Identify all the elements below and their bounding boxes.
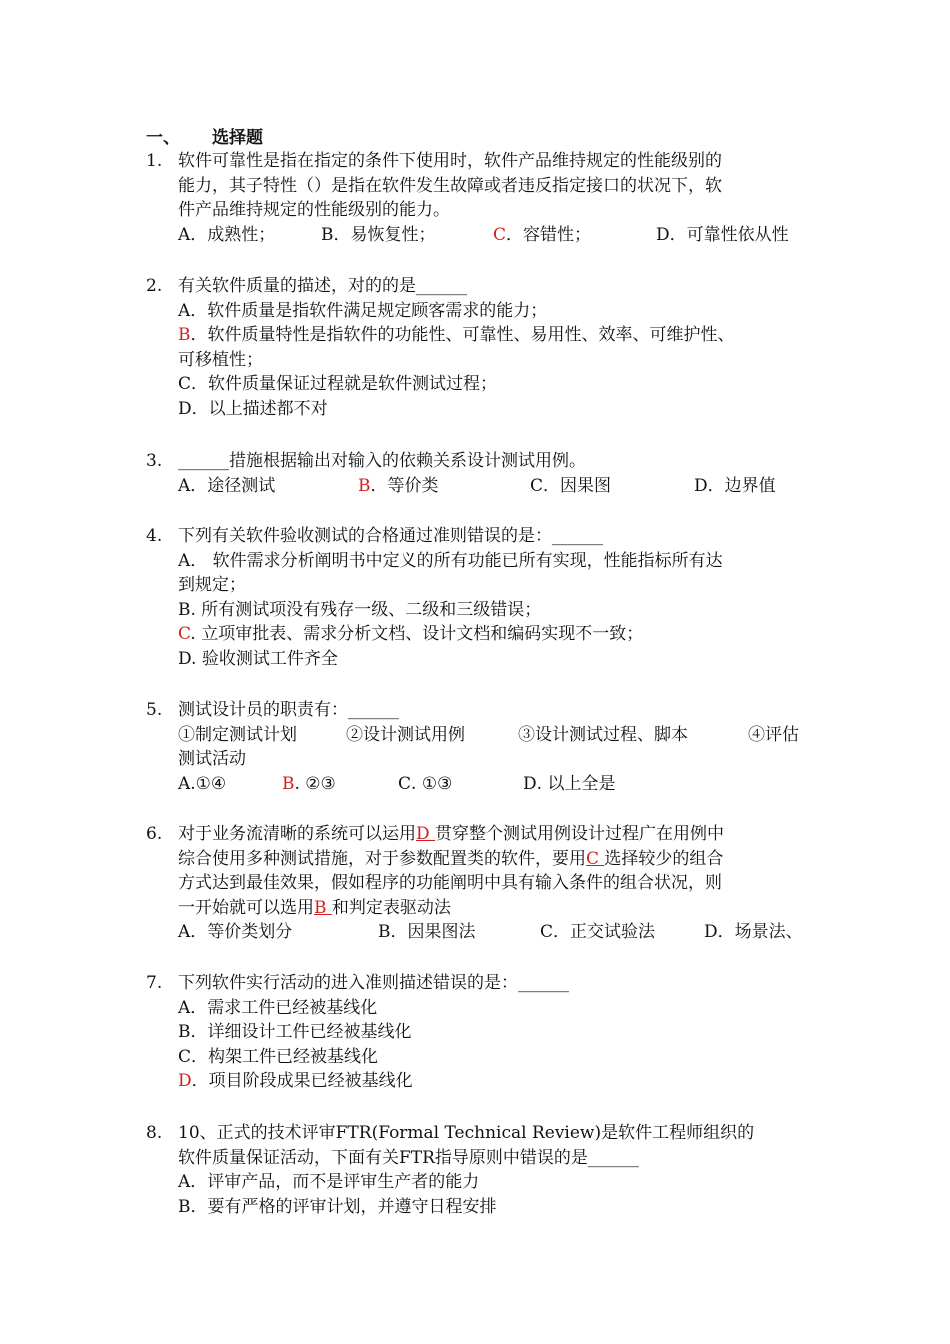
question-number: 8. [146, 1123, 163, 1143]
option-b: B．易恢复性； [321, 224, 436, 245]
options-row [178, 474, 810, 499]
question-stem-line: ______措施根据输出对输入的依赖关系设计测试用例。 [178, 451, 586, 471]
option-a: A．等价类划分 [178, 922, 293, 942]
option-a: A.①④ [178, 773, 227, 794]
question-number: 3. [146, 451, 163, 471]
question-5 [146, 698, 810, 796]
option-c: C．容错性； [493, 224, 592, 245]
question-stem-line: 能力，其子特性（）是指在软件发生故障或者违反指定接口的状况下，软 [178, 175, 722, 196]
question-stem-line: 件产品维持规定的性能级别的能力。 [178, 200, 450, 220]
question-stem-line: 软件可靠性是指在指定的条件下使用时，软件产品维持规定的性能级别的 [178, 151, 722, 171]
question-stem-line: 下列软件实行活动的进入准则描述错误的是：______ [178, 973, 569, 993]
question-stem-line: 有关软件质量的描述，对的的是______ [178, 276, 467, 296]
answer-blank: B [314, 897, 332, 918]
option-c: C．因果图 [530, 475, 612, 496]
option-c: C．正交试验法 [540, 922, 656, 942]
duty-item: ①制定测试计划 [178, 724, 297, 745]
question-number: 7. [146, 973, 163, 993]
question-stem-line: 下列有关软件验收测试的合格通过准则错误的是：______ [178, 526, 603, 546]
option-b-continued: 可移植性； [178, 349, 263, 370]
duty-items-row [178, 723, 810, 748]
option-a: A．需求工件已经被基线化 [178, 997, 378, 1018]
option-d: D．以上描述都不对 [178, 398, 328, 419]
section-title-text: 选择题 [212, 128, 263, 148]
question-1 [146, 149, 810, 247]
question-number: 1. [146, 151, 163, 171]
duty-item: ②设计测试用例 [346, 724, 465, 745]
question-stem-line: 对于业务流清晰的系统可以运用D 贯穿整个测试用例设计过程广在用例中 [178, 824, 725, 844]
options-row [178, 772, 810, 797]
question-6 [146, 822, 810, 945]
option-b: B. 所有测试项没有残存一级、二级和三级错误； [178, 599, 542, 620]
option-b: B．等价类 [358, 475, 439, 496]
option-a: A．评审产品，而不是评审生产者的能力 [178, 1172, 480, 1192]
question-7 [146, 971, 810, 1094]
question-stem-line: 10、正式的技术评审FTR(Formal Technical Review)是软件工程师组织的 [178, 1123, 755, 1143]
options-row [178, 920, 810, 945]
option-d: D. 以上全是 [523, 773, 616, 794]
question-4 [146, 524, 810, 671]
question-stem-line: 测试设计员的职责有：______ [178, 700, 399, 720]
option-d: D．边界值 [694, 475, 776, 496]
question-number: 5. [146, 700, 163, 720]
option-a: A． 软件需求分析阐明书中定义的所有功能已所有实现，性能指标所有达 [178, 550, 723, 571]
answer-blank: D [416, 824, 436, 844]
section-number: 一、 [146, 128, 180, 148]
question-number: 4. [146, 526, 163, 546]
option-d: D．项目阶段成果已经被基线化 [178, 1071, 413, 1091]
question-2 [146, 274, 810, 421]
question-stem-line: 一开始就可以选用B 和判定表驱动法 [178, 897, 451, 918]
answer-blank: C [586, 848, 605, 869]
option-b: B. ②③ [282, 773, 336, 794]
option-c: C．软件质量保证过程就是软件测试过程； [178, 374, 498, 394]
duty-item: ④评估 [748, 724, 799, 745]
question-number: 6. [146, 824, 163, 844]
option-b: B．要有严格的评审计划，并遵守日程安排 [178, 1196, 497, 1217]
question-8 [146, 1121, 810, 1219]
option-d: D．可靠性依从性 [656, 224, 789, 245]
option-a: A．软件质量是指软件满足规定顾客需求的能力； [178, 300, 548, 321]
duty-item: ③设计测试过程、脚本 [518, 724, 688, 745]
question-stem-line: 方式达到最佳效果，假如程序的功能阐明中具有输入条件的组合状况，则 [178, 873, 722, 893]
option-c: C．构架工件已经被基线化 [178, 1046, 379, 1067]
option-d: D．场景法、 [704, 922, 803, 942]
option-a: A．途径测试 [178, 475, 276, 496]
duty-item-continued: 测试活动 [178, 749, 246, 769]
section-title [146, 126, 263, 150]
option-a: A．成熟性； [178, 224, 276, 245]
option-a-continued: 到规定； [178, 575, 246, 595]
question-number: 2. [146, 276, 163, 296]
options-row [178, 223, 810, 248]
option-d: D. 验收测试工件齐全 [178, 648, 338, 669]
option-c: C. ①③ [398, 773, 453, 794]
question-3 [146, 449, 810, 498]
question-stem-line: 综合使用多种测试措施，对于参数配置类的软件，要用C 选择较少的组合 [178, 848, 724, 869]
option-c: C. 立项审批表、需求分析文档、设计文档和编码实现不一致； [178, 624, 644, 644]
question-stem-line: 软件质量保证活动，下面有关FTR指导原则中错误的是______ [178, 1147, 639, 1168]
option-b: B．因果图法 [378, 922, 476, 942]
option-b: B．详细设计工件已经被基线化 [178, 1022, 412, 1042]
option-b: B．软件质量特性是指软件的功能性、可靠性、易用性、效率、可维护性、 [178, 325, 735, 345]
